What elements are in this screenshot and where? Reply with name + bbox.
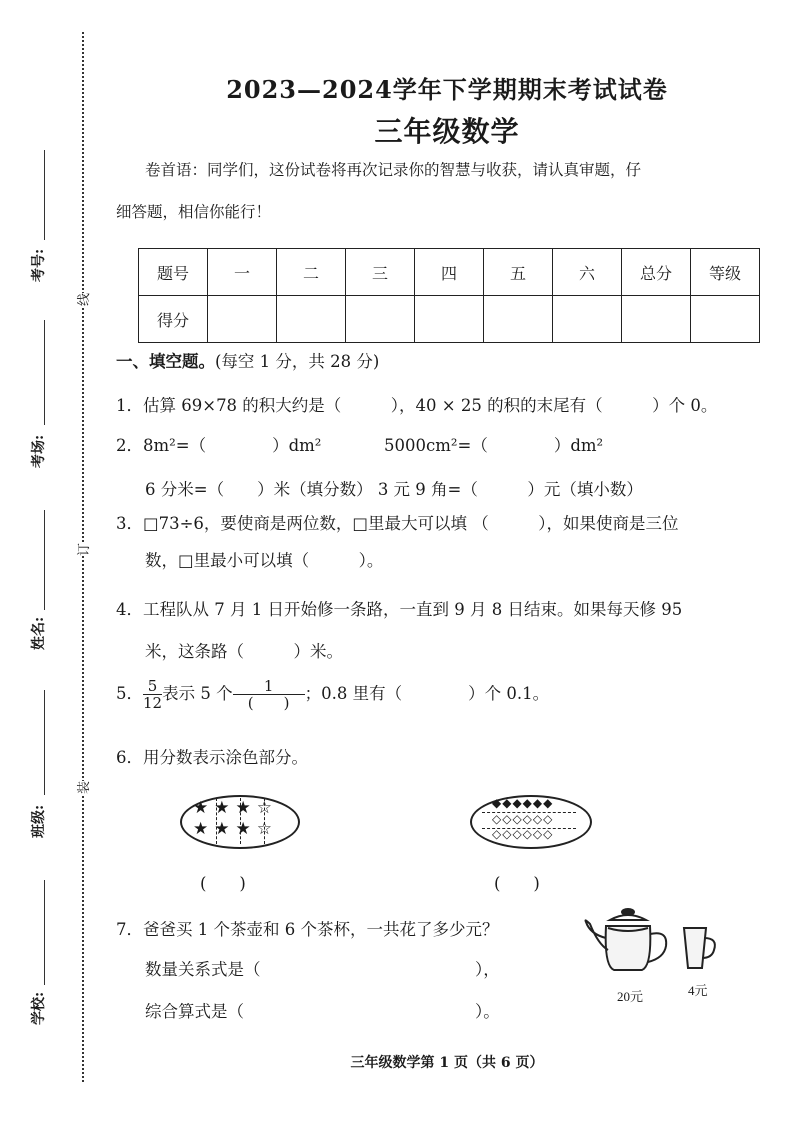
- star-icon: ★: [193, 819, 215, 839]
- question-4a: 4．工程队从 7 月 1 日开始修一条路，一直到 9 月 8 日结束。如果每天修 95: [116, 600, 683, 619]
- q6-blank-left: ( ): [200, 874, 246, 893]
- question-7b: 数量关系式是（ ），: [145, 960, 500, 979]
- class-label: 班级:: [31, 804, 47, 838]
- exam-room-line: [44, 320, 45, 425]
- q5-unit-numerator: 1: [233, 678, 305, 695]
- table-cell: 得分: [139, 296, 208, 343]
- section-heading: [116, 348, 379, 372]
- q5-numerator: 5: [143, 678, 162, 695]
- cup-icon: [684, 928, 715, 968]
- question-2b: 5000cm²=（ ）dm²: [384, 436, 604, 455]
- binding-char-xian: 线: [73, 293, 92, 306]
- q5-suffix: ；0.8 里有（ ）个 0.1。: [304, 684, 550, 703]
- binding-char-ding: 订: [73, 543, 92, 556]
- exam-room-label: 考场:: [31, 434, 47, 468]
- stars-row-1: [193, 798, 278, 818]
- teapot-price: 20元: [617, 989, 644, 1004]
- diamonds-row-2: ◇◇◇◇◇◇: [492, 812, 554, 826]
- star-icon: ★: [235, 798, 257, 818]
- question-3a: 3．□73÷6，要使商是两位数，□里最大可以填 （ ），如果使商是三位: [116, 514, 679, 533]
- teapot-cup-illustration: [580, 904, 730, 980]
- table-cell: 一: [208, 249, 277, 296]
- star-icon: ★: [214, 819, 236, 839]
- table-cell: 题号: [139, 249, 208, 296]
- class-line: [44, 690, 45, 795]
- question-4b: 米，这条路（ ）米。: [145, 642, 343, 661]
- score-input-cell[interactable]: [622, 296, 691, 343]
- question-7c: 综合算式是（ ）。: [145, 1002, 500, 1021]
- question-5: [116, 678, 549, 711]
- question-3b: 数，□里最小可以填（ ）。: [145, 551, 384, 570]
- q6-blank-right: ( ): [494, 874, 540, 893]
- stars-row-2: [193, 819, 278, 839]
- school-line: [44, 880, 45, 985]
- q5-denominator: 12: [143, 694, 163, 712]
- intro-line-1: 卷首语：同学们，这份试卷将再次记录你的智慧与收获，请认真审题，仔: [145, 161, 642, 179]
- star-icon: ★: [193, 798, 215, 818]
- star-icon: ★: [235, 819, 257, 839]
- binding-dotted-line: [82, 32, 84, 1082]
- score-input-cell[interactable]: [691, 296, 760, 343]
- exam-number-label: 考号:: [31, 248, 47, 282]
- table-cell: 五: [484, 249, 553, 296]
- table-cell: 四: [415, 249, 484, 296]
- table-cell: 二: [277, 249, 346, 296]
- score-input-cell[interactable]: [208, 296, 277, 343]
- table-cell: 总分: [622, 249, 691, 296]
- score-table-score-row: [139, 296, 760, 343]
- score-table: [138, 248, 760, 343]
- exam-title: 2023—2024学年下学期期末考试试卷: [226, 75, 668, 104]
- diamonds-row-1: ◆◆◆◆◆◆: [492, 796, 554, 810]
- score-table-header-row: [139, 249, 760, 296]
- intro-line-2: 细答题，相信你能行！: [116, 203, 272, 221]
- table-cell: 六: [553, 249, 622, 296]
- section-note: (每空 1 分，共 28 分): [215, 352, 380, 371]
- diamonds-row-3: ◇◇◇◇◇◇: [492, 827, 554, 841]
- table-cell: 等级: [691, 249, 760, 296]
- name-line: [44, 510, 45, 610]
- exam-number-line: [44, 150, 45, 240]
- star-icon: ★: [214, 798, 236, 818]
- score-input-cell[interactable]: [277, 296, 346, 343]
- score-input-cell[interactable]: [346, 296, 415, 343]
- q5-mid: 表示 5 个: [162, 684, 233, 703]
- cup-price: 4元: [688, 983, 708, 998]
- star-outline-icon: ☆: [256, 798, 278, 818]
- q5-fraction: [143, 678, 162, 711]
- question-6: 6．用分数表示涂色部分。: [116, 748, 308, 767]
- q5-prefix: 5．: [116, 684, 143, 703]
- question-2a: 2．8m²=（ ）dm²: [116, 436, 322, 455]
- teapot-icon: [586, 909, 667, 970]
- binding-char-zhuang: 装: [73, 781, 92, 794]
- page-footer: 三年级数学第 1 页（共 6 页）: [350, 1055, 544, 1071]
- exam-subtitle: 三年级数学: [374, 115, 520, 148]
- q5-unit-fraction: [233, 678, 305, 711]
- star-outline-icon: ☆: [256, 819, 278, 839]
- section-title: 一、填空题。: [116, 352, 215, 371]
- name-label: 姓名:: [31, 616, 47, 650]
- question-2c: 6 分米=（ ）米（填分数） 3 元 9 角=（ ）元（填小数）: [145, 480, 643, 499]
- table-cell: 三: [346, 249, 415, 296]
- q5-unit-denominator: ( ): [247, 694, 290, 712]
- school-label: 学校:: [31, 991, 47, 1025]
- score-input-cell[interactable]: [415, 296, 484, 343]
- score-input-cell[interactable]: [484, 296, 553, 343]
- question-7a: 7．爸爸买 1 个茶壶和 6 个茶杯，一共花了多少元？: [116, 920, 499, 939]
- score-input-cell[interactable]: [553, 296, 622, 343]
- question-1: 1．估算 69×78 的积大约是（ ），40 × 25 的积的末尾有（ ）个 0。: [116, 396, 718, 415]
